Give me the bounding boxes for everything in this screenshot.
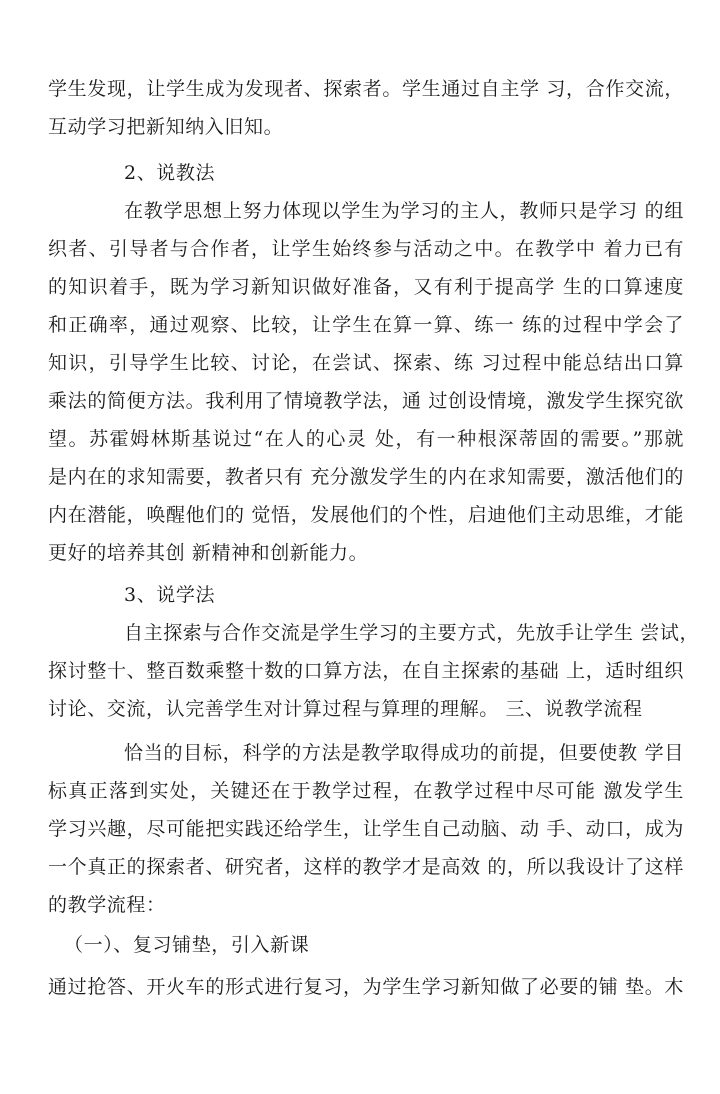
paragraph-line: 互动学习把新知纳入旧知。 xyxy=(48,116,284,138)
paragraph-line: 织者、引导者与合作者，让学生始终参与活动之中。在教学中 着力已有 xyxy=(48,238,684,260)
paragraph-line: 学生发现，让学生成为发现者、探索者。学生通过自主学 习，合作交流， xyxy=(48,78,684,100)
paragraph-line: 是内在的求知需要，教者只有 充分激发学生的内在求知需要，激活他们的 xyxy=(48,466,684,488)
paragraph-line: 在教学思想上努力体现以学生为学习的主人，教师只是学习 的组 xyxy=(124,200,684,222)
paragraph-line: 和正确率，通过观察、比较，让学生在算一算、练一 练的过程中学会了 xyxy=(48,314,684,336)
paragraph-line: 探讨整十、整百数乘整十数的口算方法，在自主探索的基础 上，适时组织 xyxy=(48,660,684,682)
paragraph-line: 的知识着手，既为学习新知识做好准备，又有利于提高学 生的口算速度 xyxy=(48,276,684,298)
paragraph-line: 标真正落到实处，关键还在于教学过程，在教学过程中尽可能 激发学生 xyxy=(48,780,684,802)
subsection-heading: （一）、复习铺垫，引入新课 xyxy=(64,934,310,956)
paragraph-line: 乘法的简便方法。我利用了情境教学法，通 过创设情境，激发学生探究欲 xyxy=(48,390,684,412)
paragraph-line: 知识，引导学生比较、讨论，在尝试、探索、练 习过程中能总结出口算 xyxy=(48,352,684,374)
paragraph-line: 讨论、交流，认完善学生对计算过程与算理的理解。 三、说教学流程 xyxy=(48,698,643,720)
paragraph-line: 恰当的目标，科学的方法是教学取得成功的前提，但要使教 学目 xyxy=(124,742,684,764)
section-heading: 3、说学法 xyxy=(124,584,216,606)
paragraph-line: 望。苏霍姆林斯基说过“在人的心灵 处，有一种根深蒂固的需要。”那就 xyxy=(48,428,684,450)
paragraph-line: 内在潜能，唤醒他们的 觉悟，发展他们的个性，启迪他们主动思维，才能 xyxy=(48,504,684,526)
paragraph-line: 更好的培养其创 新精神和创新能力。 xyxy=(48,542,369,564)
section-heading: 2、说教法 xyxy=(124,162,216,184)
paragraph-line: 自主探索与合作交流是学生学习的主要方式，先放手让学生 尝试， xyxy=(124,622,700,644)
paragraph-line: 一个真正的探索者、研究者，这样的教学才是高效 的，所以我设计了这样 xyxy=(48,856,684,878)
paragraph-line: 的教学流程： xyxy=(48,894,166,916)
paragraph-line: 学习兴趣，尽可能把实践还给学生，让学生自己动脑、动 手、动口，成为 xyxy=(48,818,684,840)
paragraph-line: 通过抢答、开火车的形式进行复习，为学生学习新知做了必要的铺 垫。木 xyxy=(48,976,684,998)
